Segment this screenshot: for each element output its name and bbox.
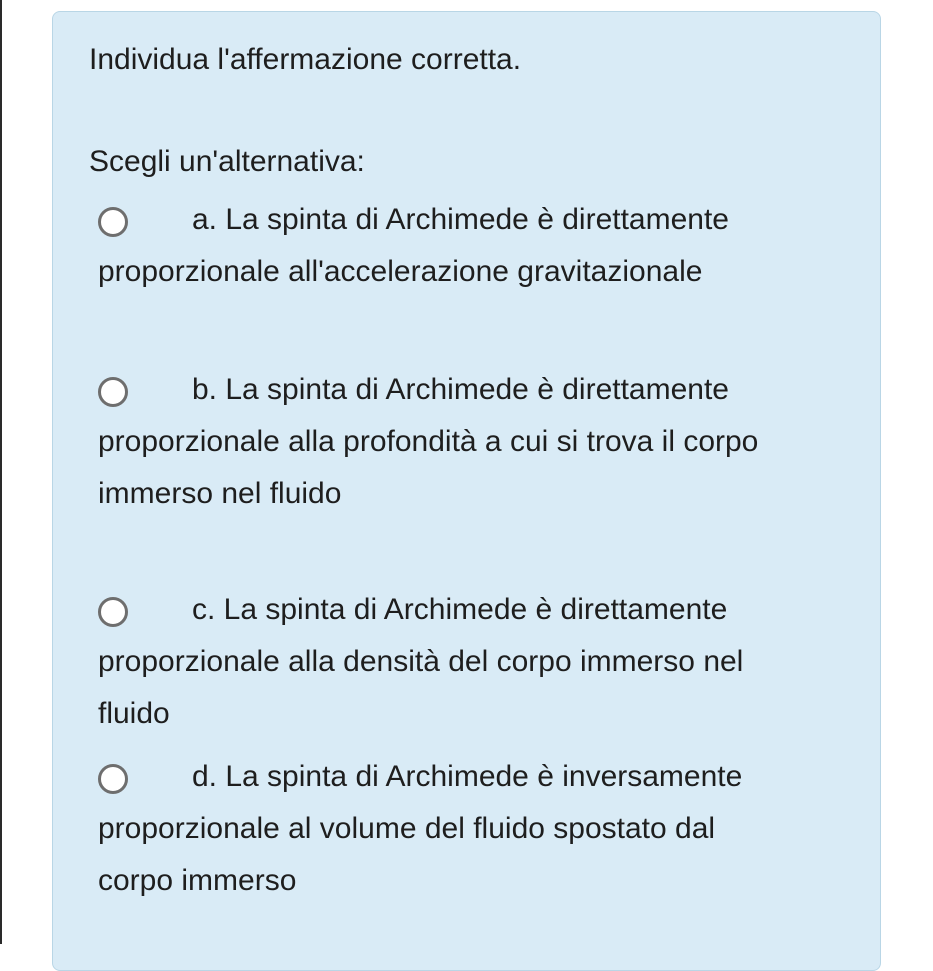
- option-c-label[interactable]: c. La spinta di Archimede è direttamente proporzionale alla densità del corpo immerso nel fluido: [98, 593, 744, 730]
- page-edge-divider: [0, 0, 2, 944]
- radio-button-a[interactable]: [98, 207, 128, 237]
- answer-instruction: Scegli un'alternativa:: [89, 145, 365, 178]
- option-d[interactable]: [98, 751, 768, 907]
- option-c[interactable]: [98, 584, 768, 740]
- question-prompt: Individua l'affermazione corretta.: [89, 43, 522, 76]
- option-b-label[interactable]: b. La spinta di Archimede è direttamente proporzionale alla profondità a cui si trova il corpo immerso nel fluido: [98, 373, 759, 510]
- radio-button-c[interactable]: [98, 597, 128, 627]
- option-a-label[interactable]: a. La spinta di Archimede è direttamente proporzionale all'accelerazione gravitazionale: [98, 203, 729, 288]
- option-d-label[interactable]: d. La spinta di Archimede è inversamente proporzionale al volume del fluido spostato dal corpo immerso: [98, 760, 743, 897]
- option-a[interactable]: [98, 194, 768, 298]
- option-b[interactable]: [98, 364, 768, 520]
- radio-button-b[interactable]: [98, 377, 128, 407]
- radio-button-d[interactable]: [98, 764, 128, 794]
